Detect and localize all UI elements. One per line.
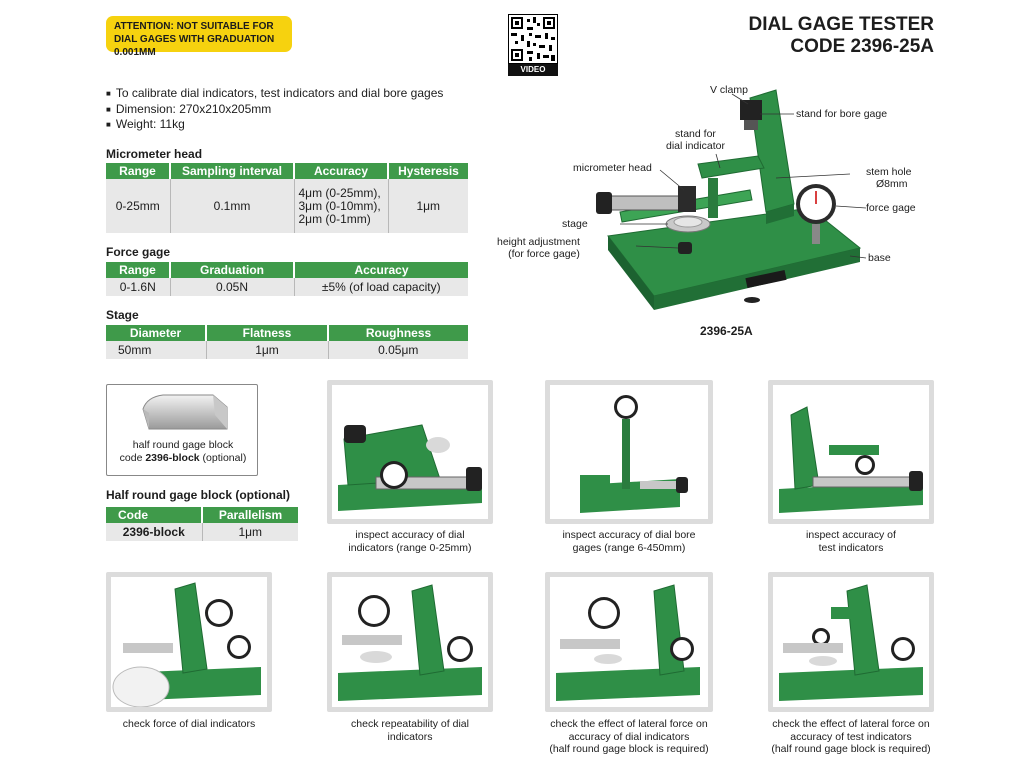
callout-stem-hole-line1: stem hole xyxy=(866,166,912,178)
table-header: Accuracy xyxy=(294,262,468,278)
attention-banner: ATTENTION: NOT SUITABLE FOR DIAL GAGES WITH GRADUATION 0.001MM xyxy=(106,16,292,52)
photo-check-force-image xyxy=(111,577,267,707)
video-qr-code[interactable] xyxy=(508,14,558,74)
caption-line: gages (range 6-450mm) xyxy=(572,541,686,554)
photo-test-indicator-accuracy-image xyxy=(773,385,929,519)
photo-3-caption xyxy=(768,529,934,554)
callout-lines xyxy=(580,86,880,316)
caption-line: accuracy of dial indicators xyxy=(568,730,690,743)
photo-2-caption xyxy=(545,529,713,554)
table-cell: 0-1.6N xyxy=(106,278,170,296)
photo-check-repeatability xyxy=(327,572,493,712)
table-header: Accuracy xyxy=(294,163,388,179)
half-round-block-image xyxy=(107,385,259,439)
photo-6-caption xyxy=(538,718,720,756)
feature-item: ■ Dimension: 270x210x205mm xyxy=(106,102,443,118)
photo-bore-gage-accuracy-image xyxy=(550,385,708,519)
hero-product-code: 2396-25A xyxy=(700,324,753,338)
title-line-1: DIAL GAGE TESTER xyxy=(748,14,934,35)
table-cell: 0.05μm xyxy=(328,341,468,359)
half-round-block-card xyxy=(106,384,258,476)
block-caption-line2 xyxy=(107,452,259,465)
photo-test-indicator-accuracy xyxy=(768,380,934,524)
table-header: Parallelism xyxy=(202,507,298,523)
table-cell: 1μm xyxy=(206,341,328,359)
photo-dial-indicator-accuracy xyxy=(327,380,493,524)
callout-stem-hole-line2: Ø8mm xyxy=(876,178,908,190)
table-header: Roughness xyxy=(328,325,468,341)
table-cell: 0.1mm xyxy=(170,179,294,233)
table-header: Code xyxy=(106,507,202,523)
caption-line: (half round gage block is required) xyxy=(771,743,931,755)
caption-line: check repeatability of dial xyxy=(351,718,469,730)
photo-lateral-force-dial xyxy=(545,572,713,712)
caption-line: (half round gage block is required) xyxy=(549,743,709,755)
table-header: Diameter xyxy=(106,325,206,341)
caption-line: inspect accuracy of dial xyxy=(355,529,465,541)
qr-code-icon xyxy=(508,14,558,64)
photo-lateral-force-dial-image xyxy=(550,577,708,707)
table-header: Hysteresis xyxy=(388,163,468,179)
accuracy-line: 3μm (0-10mm), xyxy=(298,198,381,213)
table-header: Range xyxy=(106,163,170,179)
table-cell: ±5% (of load capacity) xyxy=(294,278,468,296)
table-cell: 0.05N xyxy=(170,278,294,296)
page-title xyxy=(749,14,934,58)
stage-title: Stage xyxy=(106,308,139,322)
feature-list xyxy=(106,86,443,133)
callout-stand-dial-line2: dial indicator xyxy=(666,140,725,152)
half-block-table xyxy=(106,507,298,541)
half-block-title: Half round gage block (optional) xyxy=(106,488,290,502)
table-cell: 1μm xyxy=(202,523,298,541)
stage-table xyxy=(106,325,468,359)
callout-height-adjustment xyxy=(497,236,580,260)
callout-stand-dial xyxy=(666,128,725,152)
feature-item: ■ To calibrate dial indicators, test indicators and dial bore gages xyxy=(106,86,443,102)
qr-video-label: VIDEO xyxy=(508,64,558,76)
callout-v-clamp: V clamp xyxy=(710,84,748,96)
callout-stem-hole xyxy=(866,166,912,190)
caption-line: indicators xyxy=(387,730,433,743)
photo-lateral-force-test xyxy=(768,572,934,712)
photo-4-caption xyxy=(106,718,272,731)
table-cell: 0-25mm xyxy=(106,179,170,233)
caption-line: check the effect of lateral force on xyxy=(772,718,930,730)
block-caption-suffix: (optional) xyxy=(199,452,247,464)
micrometer-head-title: Micrometer head xyxy=(106,147,203,161)
callout-stage: stage xyxy=(562,218,588,230)
table-cell: 2396-block xyxy=(106,523,202,541)
table-header: Flatness xyxy=(206,325,328,341)
photo-lateral-force-test-image xyxy=(773,577,929,707)
photo-7-caption xyxy=(760,718,942,756)
micrometer-head-table xyxy=(106,163,468,233)
force-gage-title: Force gage xyxy=(106,245,171,259)
table-header: Sampling interval xyxy=(170,163,294,179)
table-cell-accuracy xyxy=(294,179,388,233)
photo-check-repeatability-image xyxy=(332,577,488,707)
accuracy-line: 2μm (0-1mm) xyxy=(298,211,371,226)
callout-stand-dial-line1: stand for xyxy=(675,128,716,140)
photo-check-force xyxy=(106,572,272,712)
caption-line: check the effect of lateral force on xyxy=(550,718,708,730)
title-line-2: CODE 2396-25A xyxy=(790,36,934,57)
block-code: 2396-block xyxy=(145,452,200,464)
caption-line: inspect accuracy of xyxy=(806,529,896,541)
force-gage-table xyxy=(106,262,468,296)
table-cell: 50mm xyxy=(106,341,206,359)
caption-line: check force of dial indicators xyxy=(122,718,256,730)
caption-line: test indicators xyxy=(818,541,884,554)
photo-dial-indicator-accuracy-image xyxy=(332,385,488,519)
caption-line: indicators (range 0-25mm) xyxy=(348,541,472,554)
photo-5-caption xyxy=(327,718,493,743)
hero-product-image xyxy=(580,86,880,316)
photo-1-caption xyxy=(327,529,493,554)
table-cell: 1μm xyxy=(388,179,468,233)
callout-height-adj-line2: (for force gage) xyxy=(508,248,580,260)
table-header: Graduation xyxy=(170,262,294,278)
block-caption xyxy=(107,439,259,465)
caption-line: inspect accuracy of dial bore xyxy=(562,529,696,541)
callout-force-gage: force gage xyxy=(866,202,916,214)
accuracy-line: 4μm (0-25mm), xyxy=(298,185,381,200)
callout-stand-bore: stand for bore gage xyxy=(796,108,888,120)
callout-micrometer-head: micrometer head xyxy=(573,162,652,174)
caption-line: accuracy of test indicators xyxy=(790,730,912,743)
block-caption-prefix: code xyxy=(119,452,146,464)
callout-height-adj-line1: height adjustment xyxy=(497,236,580,248)
photo-bore-gage-accuracy xyxy=(545,380,713,524)
callout-base: base xyxy=(868,252,891,264)
table-header: Range xyxy=(106,262,170,278)
feature-item: ■ Weight: 11kg xyxy=(106,117,443,133)
block-caption-line1: half round gage block xyxy=(132,439,234,451)
